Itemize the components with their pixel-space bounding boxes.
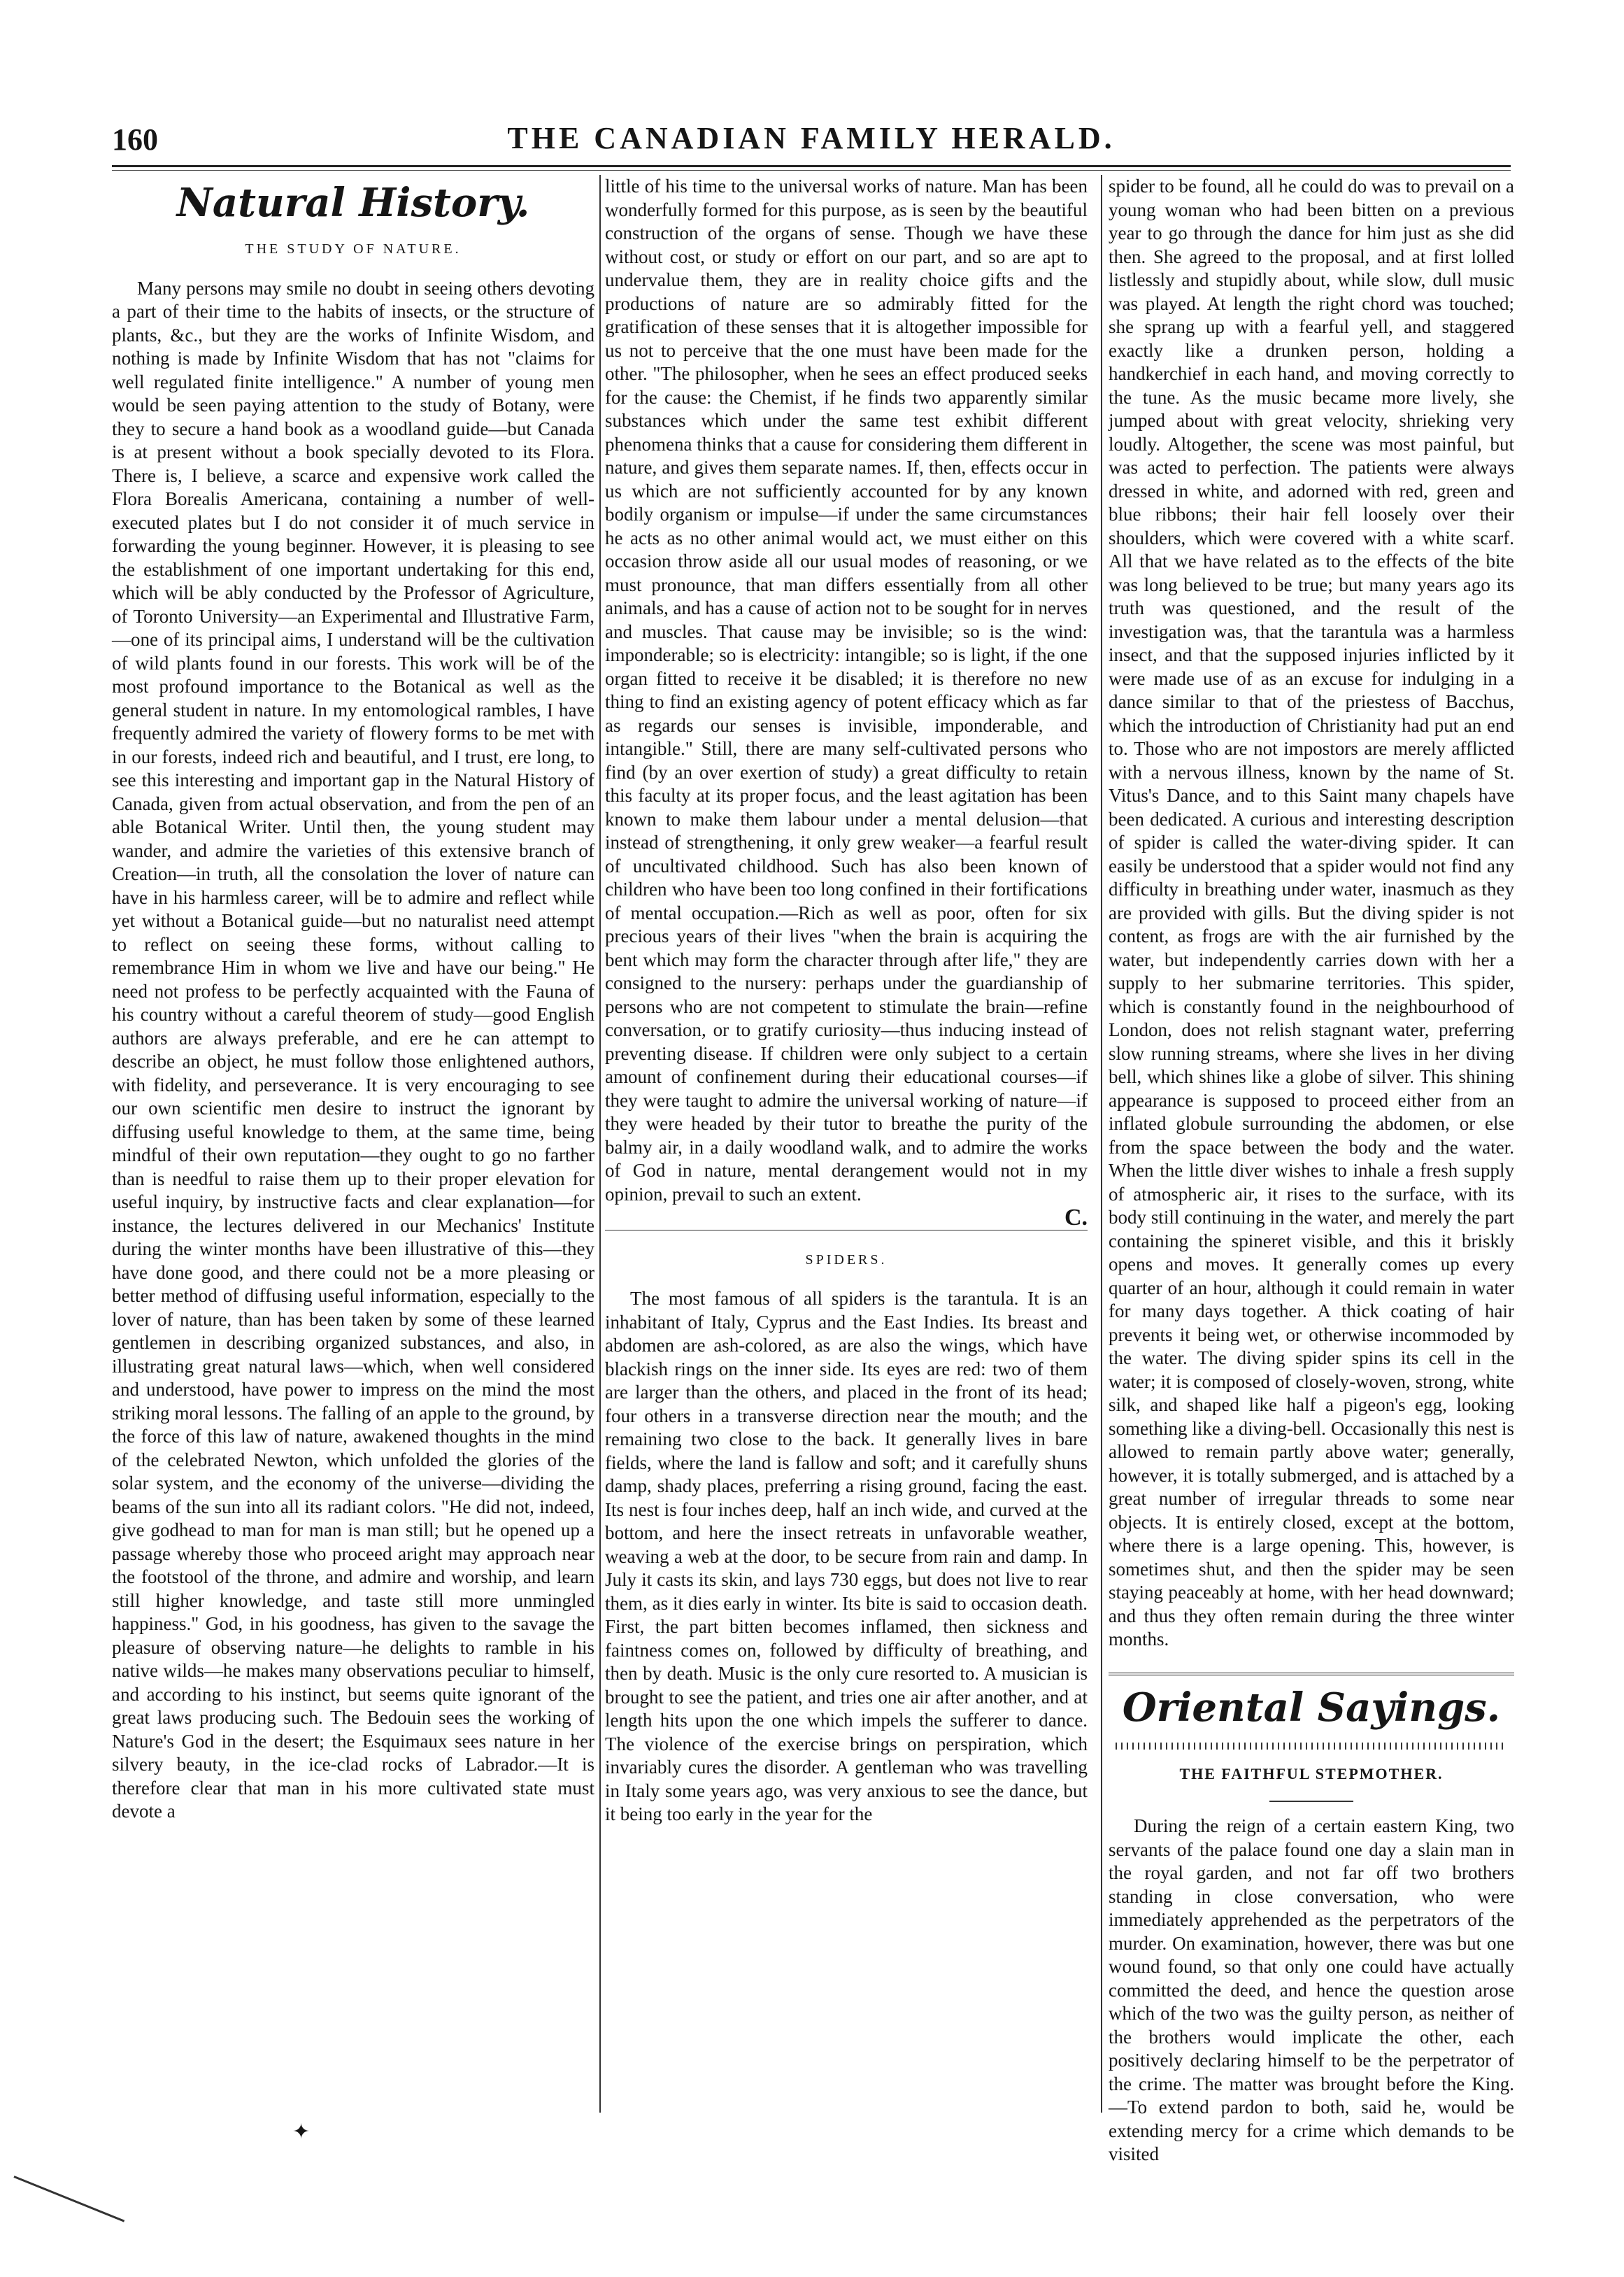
ornamental-rule — [1116, 1743, 1507, 1750]
masthead — [112, 118, 1511, 159]
article-subheading: THE FAITHFUL STEPMOTHER. — [1179, 1764, 1444, 1782]
article-paragraph: Many persons may smile no doubt in seeing others devoting a part of their time to the habits of insects, or the structure of plants, &c., but they are the works of Infinite Wisdom, and nothing is made by Infinite Wisdom that has not "claims for well regulated finite intelligence." A number of young men would be seen paying attention to the study of Botany, were they to secure a hand book as a woodland guide—but Canada is at present without a book specially devoted to its Flora. There is, I believe, a scarce and expensive work called the Flora Borealis Americana, containing a number of well-executed plates but I do not consider it of much service in forwarding the young beginner. However, it is pleasing to see the establishment of one important undertaking for this end, which will be ably conducted by the Professor of Agriculture, of Toronto University—an Experimental and Illustrative Farm,—one of its principal aims, I understand will be the cultivation of wild plants found in our forests. This work will be of the most profound importance to the Botanical as well as the general student in nature. In my entomological rambles, I have frequently admired the variety of flowery forms to be met with in our forests, indeed rich and beautiful, and I trust, ere long, to see this interesting and important gap in the Natural History of Canada, given from actual observation, and from the pen of an able Botanical Writer. Until then, the young student may wander, and admire the varieties of this extensive branch of Creation—in truth, all the consolation the lover of nature can have in his harmless career, will be to admire and reflect while yet without a Botanical guide—but no naturalist need attempt to reflect on seeing these forms, without calling to remembrance Him in whom we live and have our being." He need not profess to be perfectly acquainted with the Fauna of his country without a careful theorem of study—good English authors are always preferable, and ere he can attempt to describe an object, he must follow those enlightened authors, with fidelity, and perseverance. It is very encouraging to see our own scientific men desire to instruct the ignorant by diffusing useful knowledge to them, at the same time, being mindful of their own reputation—they ought to go no farther than is needful to raise them up to their proper elevation for useful inquiry, by instructive facts and clear explanation—for instance, the lectures delivered in our Mechanics' Institute during the winter months have been illustrative of this—they have done good, and there could not be a more pleasing or better method of diffusing useful information, especially to the lover of nature, than has been taken by some of these learned gentlemen in describing organized substances, and also, in illustrating great natural laws—which, when well considered and understood, have power to impress on the mind the most striking moral lessons. The falling of an apple to the ground, by the force of this law of nature, awakened thoughts in the mind of the celebrated Newton, which unfolded the glories of the solar system, and the economy of the universe—dividing the beams of the sun into all its radiant colors. "He did not, indeed, give godhead to man for man is man still; but he opened up a passage whereby those who proceed aright may approach near the footstool of the throne, and admire and worship, and learn still higher knowledge, and taste still more unmingled happiness." God, in his goodness, has given to the savage the pleasure of observing nature—he delights to ramble in his native wilds—he makes many observations peculiar to himself, and according to his instinct, but seems quite ignorant of the great laws producing such. The Bedouin sees the working of Nature's God in the desert; the Esquimaux sees nature in her silvery beauty, in the ice-clad rocks of Labrador.—It is therefore clear that man in his more cultivated state must devote a — [112, 277, 594, 1822]
section-heading-natural-history: Natural History. — [176, 180, 530, 226]
column-divider — [1101, 175, 1102, 2113]
section-heading-oriental-sayings: Oriental Sayings. — [1122, 1684, 1501, 1731]
column-1 — [112, 175, 594, 2116]
page-number: 160 — [112, 122, 158, 157]
masthead-rule-thin — [112, 170, 1511, 171]
article-heading-spiders: SPIDERS. — [805, 1251, 888, 1268]
article-paragraph: During the reign of a certain eastern King, two servants of the palace found one day a slain man in the royal garden, and not far off two brothers standing in close conversation, who were immediately apprehended as the perpetrators of the murder. On examination, however, there was but one wound found, so that only one could have actually committed the deed, and hence the question arose which of the two was the guilty person, as neither of the brothers would implicate the other, each positively declaring himself to be the perpetrator of the crime. The matter was brought before the King.—To extend pardon to both, said he, would be extending mercy for a crime which demands to be visited — [1109, 1815, 1514, 2164]
article-paragraph: little of his time to the universal works of nature. Man has been wonderfully formed for this purpose, as is seen by the beautiful construction of the organs of sense. Though we have these without cost, or study or effort on our part, and so are apt to undervalue them, they are in reality choice gifts and the productions of nature are so admirably fitted for the gratification of these senses that it is altogether impossible for us not to perceive that the one must have been made for the other. "The philosopher, when he sees an effect produced seeks for the cause: the Chemist, if he finds two apparently similar substances which under the same test exhibit different phenomena thinks that a cause for considering them different in nature, and gives them separate names. If, then, effects occur in us which are not sufficiently accounted for by any known bodily organism or impulse—if under the same circumstances he acts as no other animal would act, we must either on this occasion throw aside all our usual modes of reasoning, or we must pronounce, that man differs essentially from all other animals, and has a cause of action not to be sought for in nerves and muscles. That cause may be invisible; so is the wind: imponderable; so is electricity: intangible; so is light, if the one organ fitted to receive it be disabled; it is therefore no new thing to find an existing agency of potent efficacy which as far as regards our senses is invisible, imponderable, and intangible." Still, there are many self-cultivated persons who find (by an over exertion of study) a great difficulty to retain this faculty at its proper focus, and the least agitation has been known to make them labour under a mental delusion—that instead of strengthening, it only grew weaker—a fearful result of uncultivated childhood. Such has also been known of children who have been too long confined in their fortifications of mental occupation.—Rich as well as poor, often for six precious years of their lives "when the brain is acquiring the bent which may form the character through after life," they are consigned to the nursery: perhaps under the guardianship of persons who are not competent to stimulate the brain—refine conversation, or to gratify curiosity—thus inducing instead of preventing disease. If children were only subject to a certain amount of confinement during their educational courses—if they were taught to admire the universal working of nature—if they were headed by their tutor to breathe the purity of the balmy air, in a daily woodland walk, and to admire the works of God in nature, mental derangement would not in my opinion, prevail to such an extent. — [605, 176, 1088, 1205]
masthead-rule — [112, 165, 1511, 167]
section-divider — [1109, 1673, 1514, 1675]
article-paragraph: The most famous of all spiders is the tarantula. It is an inhabitant of Italy, Cyprus and the East Indies. Its breast and abdomen are ash-colored, as are also the wings, which have blackish rings on the inner side. Its eyes are red: two of them are larger than the others, and placed in the front of its head; four others in a transverse direction near the mouth; and the remaining two close to the back. It generally lives in bare fields, where the land is fallow and soft; and it carefully shuns damp, shady places, preferring a rising ground, facing the east. Its nest is four inches deep, half an inch wide, and curved at the bottom, and here the insect retreats in unfavorable weather, weaving a web at the door, to be secure from rain and damp. In July it casts its skin, and lays 730 eggs, but does not live to rear them, as it dies early in winter. Its bite is said to occasion death. First, the part bitten becomes inflamed, then sickness and faintness comes on, followed by difficulty of breathing, and then by death. Music is the only cure resorted to. A musician is brought to see the patient, and tries one air after another, and at length hits upon the one which impels the sufferer to dance. The violence of the exercise brings on perspiration, which invariably cures the disorder. A gentleman who was travelling in Italy some years ago, was very anxious to see the dance, but it being too early in the year for the — [605, 1288, 1088, 1824]
column-2 — [605, 175, 1088, 2116]
short-rule — [1269, 1801, 1353, 1802]
newspaper-title: THE CANADIAN FAMILY HERALD. — [507, 121, 1116, 155]
margin-scratch — [13, 2176, 124, 2222]
article-signature: C. — [1064, 1205, 1088, 1230]
column-divider — [599, 175, 601, 2113]
article-paragraph: spider to be found, all he could do was to prevail on a young woman who had been bitten on a previous year to go through the dance for him just as she did then. She agreed to the proposal, and at first lolled listlessly and stupidly about, while slow, dull music was played. At length the right chord was touched; she sprang up with a fearful yell, and staggered exactly like a drunken person, holding a handkerchief in each hand, and moving correctly to the tune. As the music became more lively, she jumped about with great velocity, shrieking very loudly. Altogether, the scene was most painful, but was acted to perfection. The patients were always dressed in white, and adorned with red, green and blue ribbons; their hair fell loosely over their shoulders, which were covered with a white scarf. All that we have related as to the effects of the bite was long believed to be true; but many years ago its truth was questioned, and the result of the investigation was, that the tarantula was a harmless insect, and that the supposed injuries inflicted by it were made use of as an excuse for indulging in a dance similar to that of the priestess of Bacchus, which the introduction of Christianity had put an end to. Those who are not impostors are merely afflicted with a nervous illness, known by the name of St. Vitus's Dance, and to this Saint many chapels have been dedicated. A curious and interesting description of spider is called the water-diving spider. It can easily be understood that a spider would not find any difficulty in breathing under water, inasmuch as they are provided with gills. But the diving spider is not content, as frogs are with the air furnished by the water, but independently carries down with her a supply to her submarine territories. This spider, which is constantly found in the neighbourhood of London, does not relish stagnant water, preferring slow running streams, where she lives in her diving bell, which shines like a globe of silver. This shining appearance is supposed to proceed either from an inflated globule surrounding the abdomen, or else from the space between the body and the water. When the little diver wishes to inhale a fresh supply of atmospheric air, it rises to the surface, with its body still continuing in the water, and merely the part containing the spineret visible, and this it briskly opens and moves. It generally comes up every quarter of an hour, although it could remain in water for many days together. A thick coating of hair prevents it being wet, or otherwise incommoded by the water. The diving spider spins its cell in the water; it is composed of closely-woven, strong, white silk, and shaped like half a pigeon's egg, looking something like a diving-bell. Occasionally this nest is allowed to remain partly above water; generally, however, it is totally submerged, and is attached by a great number of irregular threads to some near objects. It is entirely closed, except at the bottom, where there is a large opening. This, however, is sometimes shut, and then the spider may be seen staying peaceably at home, with her head downward; and thus they often remain during the three winter months. — [1109, 176, 1514, 1650]
column-3 — [1109, 175, 1514, 2164]
article-subheading: THE STUDY OF NATURE. — [245, 241, 462, 257]
ink-speck-icon: ✦ — [292, 2120, 311, 2143]
